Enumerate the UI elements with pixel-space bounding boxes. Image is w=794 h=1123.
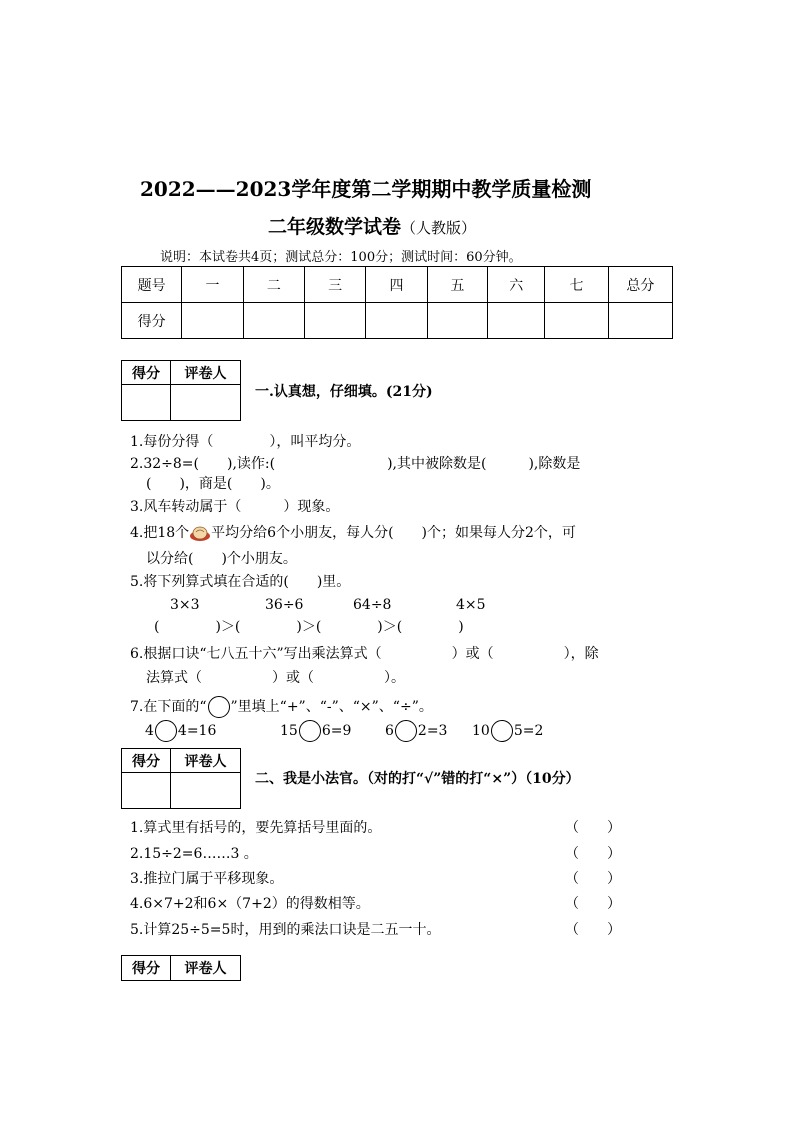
score-cell-label: 题号 [122,267,182,303]
exam-title: 2022——2023学年度第二学期期中教学质量检测 [140,177,592,201]
q7-item-4 [472,720,543,742]
exam-instructions: 说明：本试卷共4页；测试总分：100分；测试时间：60分钟。 [160,250,522,265]
question-1-1: 1.每份分得（ ），叫平均分。 [130,434,361,450]
q7-item-right: 4=16 [177,723,217,739]
score-blank[interactable] [243,303,304,339]
q7-item-2 [280,720,351,742]
score-blank[interactable] [545,303,608,339]
score-blank[interactable] [305,303,366,339]
grader-box-1 [121,360,241,421]
score-row-label: 得分 [122,303,182,339]
section-1-title: 一.认真想，仔细填。(21分) [255,384,433,400]
score-blank[interactable] [608,303,672,339]
q7-item-left: 4 [145,723,154,739]
q7-item-left: 15 [280,723,298,739]
q4-post: 平均分给6个小朋友，每人分( )个；如果每人分2个，可 [211,525,576,541]
operator-circle[interactable] [491,720,513,742]
q5-expr-3: 64÷8 [353,597,392,613]
question-1-3: 3.风车转动属于（ ）现象。 [130,499,340,515]
operator-circle[interactable] [155,720,177,742]
q7-item-right: 2=3 [417,723,448,739]
question-1-6-cont: 法算式（ ）或（ ）。 [146,670,405,686]
score-cell-total: 总分 [608,267,672,303]
q7-item-right: 6=9 [321,723,352,739]
grader-name-label: 评卷人 [171,361,241,385]
score-cell-3: 三 [305,267,366,303]
judge-item-1: 1.算式里有括号的，要先算括号里面的。 [130,820,382,836]
grader-score-label: 得分 [122,361,171,385]
score-table-header-row [122,267,673,303]
score-blank[interactable] [427,303,487,339]
operator-circle[interactable] [299,720,321,742]
question-1-7 [130,696,433,718]
operator-circle[interactable] [395,720,417,742]
subtitle-edition: （人教版） [401,219,477,237]
q4-pre: 4.把18个 [130,525,190,541]
q7-item-1 [145,720,216,742]
judge-item-4: 4.6×7+2和6×（7+2）的得数相等。 [130,896,370,912]
grader-name-blank[interactable] [171,385,241,421]
score-blank[interactable] [366,303,427,339]
judge-item-2: 2.15÷2=6……3 。 [130,846,258,862]
score-cell-4: 四 [366,267,427,303]
q7-pre: 7.在下面的“ [130,699,207,715]
judge-answer-5[interactable]: （ ） [565,922,621,938]
judge-answer-4[interactable]: （ ） [565,896,621,912]
q7-item-left: 10 [472,723,490,739]
question-1-4-cont: 以分给( )个小朋友。 [146,551,297,567]
q5-expr-4: 4×5 [456,597,486,613]
q5-compare-blanks: ( )＞( )＞( )＞( ) [154,619,464,635]
question-1-5: 5.将下列算式填在合适的( )里。 [130,574,351,590]
score-cell-5: 五 [427,267,487,303]
circle-blank-icon [208,696,230,718]
question-1-4 [130,523,576,543]
score-blank[interactable] [488,303,545,339]
subtitle-main: 二年级数学试卷 [268,216,402,238]
grader-box-2 [121,748,241,809]
grader-score-blank[interactable] [122,385,171,421]
exam-subtitle [268,212,476,239]
question-1-2: 2.32÷8=( ),读作:( ),其中被除数是( ),除数是 [130,456,581,472]
grader-name-label: 评卷人 [171,749,241,773]
question-1-6: 6.根据口诀“七八五十六”写出乘法算式（ ）或（ ），除 [130,646,599,662]
q7-item-3 [385,720,447,742]
score-cell-2: 二 [243,267,304,303]
judge-answer-3[interactable]: （ ） [565,871,621,887]
q7-item-left: 6 [385,723,394,739]
grader-box-3 [121,955,241,981]
judge-answer-2[interactable]: （ ） [565,846,621,862]
grader-name-label: 评卷人 [171,956,241,981]
section-2-title: 二、我是小法官。（对的打“√”错的打“×”）（10分） [255,771,580,787]
question-1-2-cont: ( )，商是( )。 [146,476,280,492]
q7-post: ”里填上“+”、“-”、“×”、“÷”。 [230,699,433,715]
score-blank[interactable] [182,303,243,339]
q5-expr-1: 3×3 [170,597,200,613]
grader-score-blank[interactable] [122,773,171,809]
q5-expr-2: 36÷6 [265,597,304,613]
grader-name-blank[interactable] [171,773,241,809]
score-table [121,266,673,339]
score-cell-1: 一 [182,267,243,303]
score-cell-6: 六 [488,267,545,303]
judge-answer-1[interactable]: （ ） [565,820,621,836]
grader-score-label: 得分 [122,749,171,773]
score-table-score-row [122,303,673,339]
grader-score-label: 得分 [122,956,171,981]
judge-item-3: 3.推拉门属于平移现象。 [130,871,284,887]
judge-item-5: 5.计算25÷5=5时，用到的乘法口诀是二五一十。 [130,922,441,938]
score-cell-7: 七 [545,267,608,303]
steamed-bun-icon [189,524,211,542]
q7-item-right: 5=2 [513,723,544,739]
